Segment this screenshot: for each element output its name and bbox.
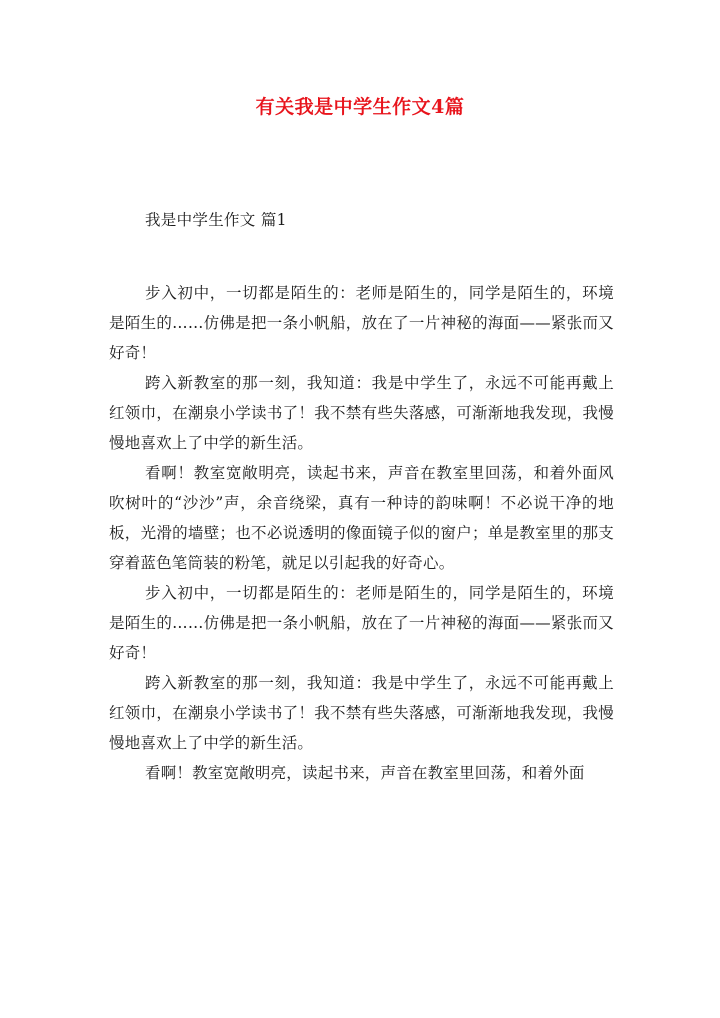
paragraph: 看啊！教室宽敞明亮，读起书来，声音在教室里回荡，和着外面风吹树叶的“沙沙”声，余音绕梁，真有一种诗的韵味啊！不必说干净的地板，光滑的墙壁；也不必说透明的像面镜子似的窗户；单是教室里的那支穿着蓝色笔筒装的粉笔，就足以引起我的好奇心。 [109,464,614,572]
section-heading: 我是中学生作文 篇1 [145,211,287,229]
document-title: 有关我是中学生作文4篇 [255,96,465,118]
document-body [109,278,614,788]
paragraph: 跨入新教室的那一刻，我知道：我是中学生了，永远不可能再戴上红领巾，在潮泉小学读书了！我不禁有些失落感，可渐渐地我发现，我慢慢地喜欢上了中学的新生活。 [109,374,614,452]
paragraph: 步入初中，一切都是陌生的：老师是陌生的，同学是陌生的，环境是陌生的……仿佛是把一条小帆船，放在了一片神秘的海面——紧张而又好奇！ [109,284,614,362]
paragraph: 跨入新教室的那一刻，我知道：我是中学生了，永远不可能再戴上红领巾，在潮泉小学读书了！我不禁有些失落感，可渐渐地我发现，我慢慢地喜欢上了中学的新生活。 [109,674,614,752]
paragraph: 看啊！教室宽敞明亮，读起书来，声音在教室里回荡，和着外面 [145,764,585,782]
paragraph: 步入初中，一切都是陌生的：老师是陌生的，同学是陌生的，环境是陌生的……仿佛是把一条小帆船，放在了一片神秘的海面——紧张而又好奇！ [109,584,614,662]
